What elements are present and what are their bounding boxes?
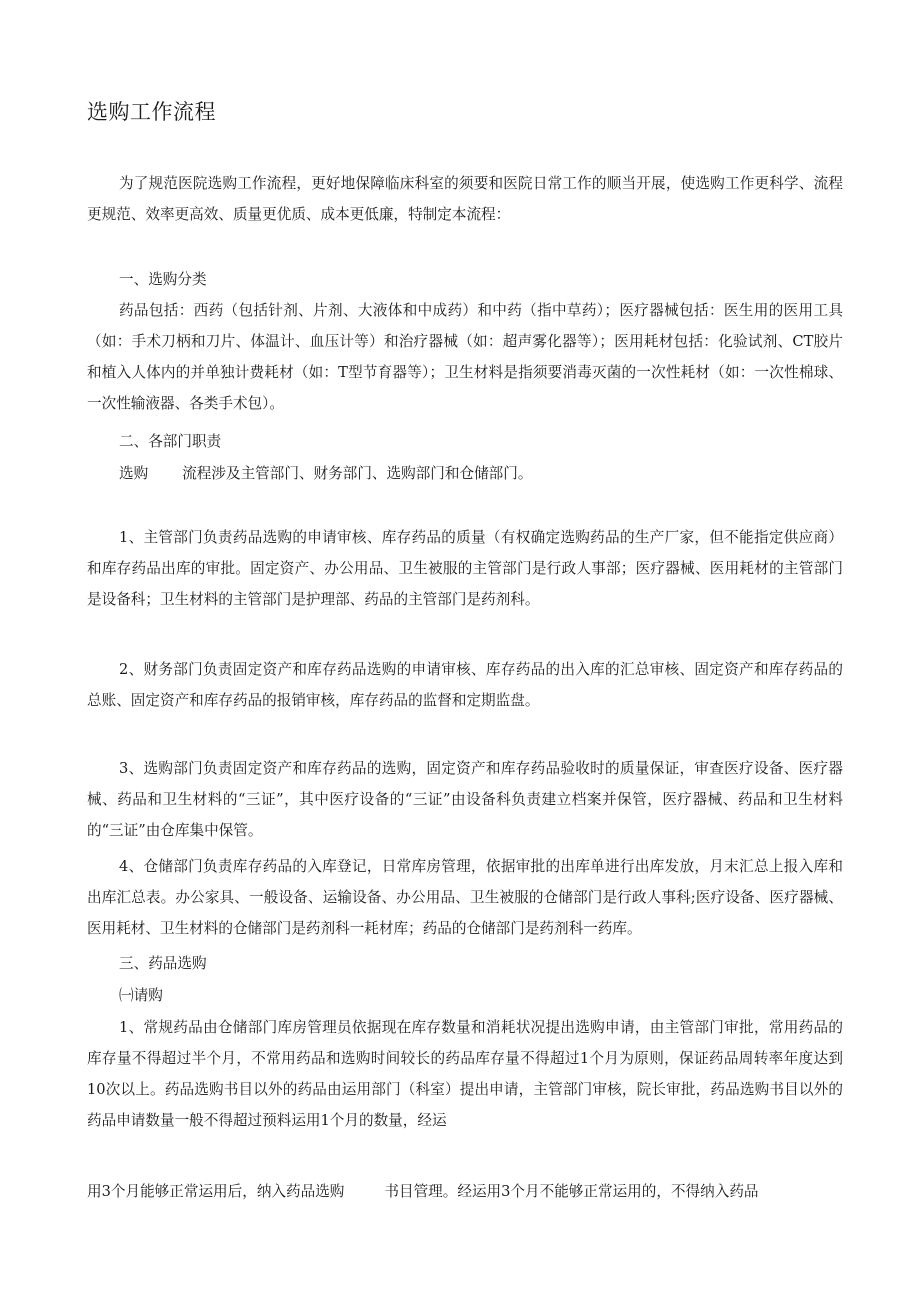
- subheading-requisition: ㈠请购: [119, 987, 163, 1004]
- continuation-part-a: 用3个月能够正常运用后，纳入药品选购: [87, 1183, 345, 1200]
- requisition-continuation: [87, 1176, 843, 1207]
- section-heading-classification: 一、选购分类: [119, 271, 207, 288]
- responsibility-item-2: 2、财务部门负责固定资产和库存药品选购的申请审核、库存药品的出入库的汇总审核、固定资产和库存药品的总账、固定资产和库存药品的报销审核，库存药品的监督和定期监盘。: [87, 661, 843, 709]
- requisition-item-1: 1、常规药品由仓储部门库房管理员依据现在库存数量和消耗状况提出选购申请，由主管部门审批，常用药品的库存量不得超过半个月，不常用药品和选购时间较长的药品库存量不得超过1个月为原则，保证药品周转率年度达到10次以上。药品选购书目以外的药品由运用部门（科室）提出申请，主管部门审核，院长审批，药品选购书目以外的药品申请数量一般不得超过预料运用1个月的数量，经运: [87, 1019, 843, 1129]
- responsibility-item-3: 3、选购部门负责固定资产和库存药品的选购，固定资产和库存药品验收时的质量保证，审查医疗设备、医疗器械、药品和卫生材料的“三证”，其中医疗设备的“三证”由设备科负责建立档案并保管，医疗器械、药品和卫生材料的“三证”由仓库集中保管。: [87, 760, 843, 839]
- responsibility-item-1: 1、主管部门负责药品选购的申请审核、库存药品的质量（有权确定选购药品的生产厂家，但不能指定供应商）和库存药品出库的审批。固定资产、办公用品、卫生被服的主管部门是行政人事部；医疗器械、医用耗材的主管部门是设备科；卫生材料的主管部门是护理部、药品的主管部门是药剂科。: [87, 529, 843, 608]
- responsibilities-intro: [119, 458, 532, 489]
- responsibilities-intro-b: 流程涉及主管部门、财务部门、选购部门和仓储部门。: [182, 465, 533, 482]
- section-heading-drug-purchase: 三、药品选购: [119, 955, 207, 972]
- intro-paragraph: 为了规范医院选购工作流程，更好地保障临床科室的须要和医院日常工作的顺当开展，使选购工作更科学、流程更规范、效率更高效、质量更优质、成本更低廉，特制定本流程：: [87, 175, 843, 223]
- continuation-part-b: 书目管理。经运用3个月不能够正常运用的，不得纳入药品: [384, 1183, 759, 1200]
- page-title: 选购工作流程: [87, 100, 216, 124]
- responsibility-item-4: 4、仓储部门负责库存药品的入库登记，日常库房管理，依据审批的出库单进行出库发放，月末汇总上报入库和出库汇总表。办公家具、一般设备、运输设备、办公用品、卫生被服的仓储部门是行政人事科;医疗设备、医疗器械、医用耗材、卫生材料的仓储部门是药剂科一耗材库；药品的仓储部门是药剂科一药库。: [87, 858, 843, 937]
- responsibilities-intro-a: 选购: [119, 465, 149, 482]
- classification-paragraph: 药品包括：西药（包括针剂、片剂、大液体和中成药）和中药（指中草药）；医疗器械包括：医生用的医用工具（如：手术刀柄和刀片、体温计、血压计等）和治疗器械（如：超声雾化器等）；医用耗材包括：化验试剂、CT胶片和植入人体内的并单独计费耗材（如：T型节育器等）；卫生材料是指须要消毒灭菌的一次性耗材（如：一次性棉球、一次性输液器、各类手术包）。: [87, 302, 843, 412]
- section-heading-responsibilities: 二、各部门职责: [119, 433, 222, 450]
